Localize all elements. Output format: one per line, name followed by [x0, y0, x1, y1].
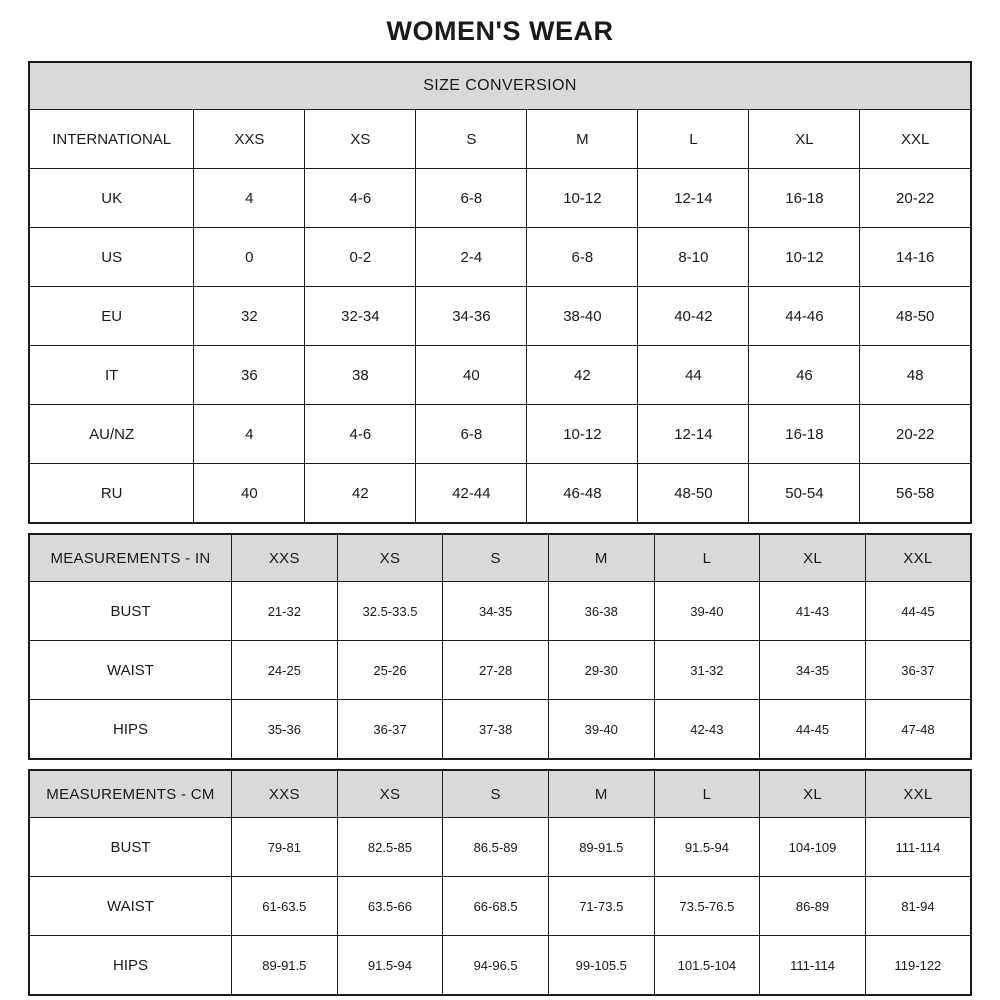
column-header: S — [443, 770, 549, 818]
table-cell: 4 — [194, 169, 305, 228]
table-cell: 4-6 — [305, 169, 416, 228]
column-header: XXL — [865, 534, 971, 582]
table-cell: 40 — [194, 464, 305, 524]
page-title: WOMEN'S WEAR — [386, 16, 614, 46]
table-cell: 89-91.5 — [232, 936, 338, 996]
column-header: XL — [760, 534, 866, 582]
table-cell: 16-18 — [749, 169, 860, 228]
table-cell: 10-12 — [527, 405, 638, 464]
table-cell: 104-109 — [760, 818, 866, 877]
row-label: WAIST — [29, 641, 232, 700]
table-cell: 14-16 — [860, 228, 971, 287]
column-header: XS — [337, 770, 443, 818]
table-row — [29, 346, 971, 405]
table-cell: 48-50 — [638, 464, 749, 524]
table-cell: 20-22 — [860, 169, 971, 228]
table-row — [29, 700, 971, 760]
column-header: M — [527, 110, 638, 169]
table-cell: 40 — [416, 346, 527, 405]
header-label: INTERNATIONAL — [29, 110, 194, 169]
table-cell: 42-43 — [654, 700, 760, 760]
table-cell: 48-50 — [860, 287, 971, 346]
column-header: XL — [760, 770, 866, 818]
table-cell: 0 — [194, 228, 305, 287]
table-cell: 79-81 — [232, 818, 338, 877]
table-cell: 40-42 — [638, 287, 749, 346]
table-cell: 91.5-94 — [654, 818, 760, 877]
header-label: MEASUREMENTS - IN — [29, 534, 232, 582]
table-cell: 41-43 — [760, 582, 866, 641]
table-cell: 71-73.5 — [548, 877, 654, 936]
column-header: XXL — [865, 770, 971, 818]
table-cell: 56-58 — [860, 464, 971, 524]
table-cell: 86.5-89 — [443, 818, 549, 877]
column-header: XXS — [194, 110, 305, 169]
table-cell: 4-6 — [305, 405, 416, 464]
column-header: M — [548, 534, 654, 582]
table-cell: 10-12 — [527, 169, 638, 228]
table-cell: 86-89 — [760, 877, 866, 936]
table-row — [29, 228, 971, 287]
table-cell: 61-63.5 — [232, 877, 338, 936]
table-cell: 42 — [527, 346, 638, 405]
header-row — [29, 534, 971, 582]
row-label: BUST — [29, 818, 232, 877]
column-header: S — [416, 110, 527, 169]
table-row — [29, 405, 971, 464]
table-cell: 6-8 — [416, 169, 527, 228]
table-cell: 119-122 — [865, 936, 971, 996]
table-cell: 50-54 — [749, 464, 860, 524]
table-cell: 91.5-94 — [337, 936, 443, 996]
row-label: WAIST — [29, 877, 232, 936]
table-row — [29, 641, 971, 700]
table-cell: 36-37 — [337, 700, 443, 760]
table-cell: 73.5-76.5 — [654, 877, 760, 936]
table-cell: 82.5-85 — [337, 818, 443, 877]
header-row — [29, 110, 971, 169]
row-label: HIPS — [29, 936, 232, 996]
table-cell: 44-45 — [760, 700, 866, 760]
table-cell: 35-36 — [232, 700, 338, 760]
column-header: L — [654, 770, 760, 818]
table-row — [29, 877, 971, 936]
table-cell: 44-45 — [865, 582, 971, 641]
table-cell: 6-8 — [527, 228, 638, 287]
table-cell: 16-18 — [749, 405, 860, 464]
row-label: BUST — [29, 582, 232, 641]
table-cell: 89-91.5 — [548, 818, 654, 877]
table-row — [29, 818, 971, 877]
table-cell: 29-30 — [548, 641, 654, 700]
table-cell: 99-105.5 — [548, 936, 654, 996]
row-label: AU/NZ — [29, 405, 194, 464]
table-cell: 6-8 — [416, 405, 527, 464]
table-cell: 12-14 — [638, 405, 749, 464]
row-label: EU — [29, 287, 194, 346]
header-label: MEASUREMENTS - CM — [29, 770, 232, 818]
table-cell: 27-28 — [443, 641, 549, 700]
measurements-cm-table — [28, 769, 972, 996]
table-cell: 32 — [194, 287, 305, 346]
table-cell: 111-114 — [865, 818, 971, 877]
table-cell: 34-35 — [760, 641, 866, 700]
table-cell: 38-40 — [527, 287, 638, 346]
row-label: UK — [29, 169, 194, 228]
table-cell: 42 — [305, 464, 416, 524]
table-banner-row — [29, 62, 971, 110]
table-cell: 44 — [638, 346, 749, 405]
table-cell: 36 — [194, 346, 305, 405]
table-cell: 46-48 — [527, 464, 638, 524]
column-header: L — [654, 534, 760, 582]
table-row — [29, 287, 971, 346]
table-cell: 25-26 — [337, 641, 443, 700]
measurements-in-table — [28, 533, 972, 760]
table-cell: 101.5-104 — [654, 936, 760, 996]
table-cell: 2-4 — [416, 228, 527, 287]
table-cell: 38 — [305, 346, 416, 405]
table-cell: 20-22 — [860, 405, 971, 464]
table-banner: SIZE CONVERSION — [29, 62, 971, 110]
table-cell: 32-34 — [305, 287, 416, 346]
table-cell: 24-25 — [232, 641, 338, 700]
table-cell: 39-40 — [548, 700, 654, 760]
column-header: S — [443, 534, 549, 582]
table-cell: 39-40 — [654, 582, 760, 641]
column-header: XXL — [860, 110, 971, 169]
table-cell: 81-94 — [865, 877, 971, 936]
table-cell: 31-32 — [654, 641, 760, 700]
size-conversion-table — [28, 61, 972, 524]
table-cell: 63.5-66 — [337, 877, 443, 936]
row-label: US — [29, 228, 194, 287]
measurements-in-section — [28, 533, 972, 760]
table-cell: 21-32 — [232, 582, 338, 641]
column-header: XS — [337, 534, 443, 582]
table-cell: 36-37 — [865, 641, 971, 700]
table-cell: 8-10 — [638, 228, 749, 287]
table-cell: 0-2 — [305, 228, 416, 287]
table-cell: 111-114 — [760, 936, 866, 996]
table-cell: 46 — [749, 346, 860, 405]
table-row — [29, 936, 971, 996]
row-label: HIPS — [29, 700, 232, 760]
table-cell: 4 — [194, 405, 305, 464]
table-cell: 47-48 — [865, 700, 971, 760]
header-row — [29, 770, 971, 818]
table-cell: 94-96.5 — [443, 936, 549, 996]
column-header: XXS — [232, 534, 338, 582]
table-cell: 48 — [860, 346, 971, 405]
table-cell: 44-46 — [749, 287, 860, 346]
table-cell: 66-68.5 — [443, 877, 549, 936]
column-header: XS — [305, 110, 416, 169]
column-header: XL — [749, 110, 860, 169]
table-cell: 32.5-33.5 — [337, 582, 443, 641]
size-conversion-section — [28, 61, 972, 524]
table-row — [29, 169, 971, 228]
column-header: XXS — [232, 770, 338, 818]
table-cell: 34-36 — [416, 287, 527, 346]
table-cell: 36-38 — [548, 582, 654, 641]
row-label: IT — [29, 346, 194, 405]
table-cell: 10-12 — [749, 228, 860, 287]
table-row — [29, 582, 971, 641]
measurements-cm-section — [28, 769, 972, 996]
table-cell: 34-35 — [443, 582, 549, 641]
column-header: L — [638, 110, 749, 169]
row-label: RU — [29, 464, 194, 524]
table-cell: 42-44 — [416, 464, 527, 524]
table-cell: 37-38 — [443, 700, 549, 760]
table-cell: 12-14 — [638, 169, 749, 228]
column-header: M — [548, 770, 654, 818]
table-row — [29, 464, 971, 524]
